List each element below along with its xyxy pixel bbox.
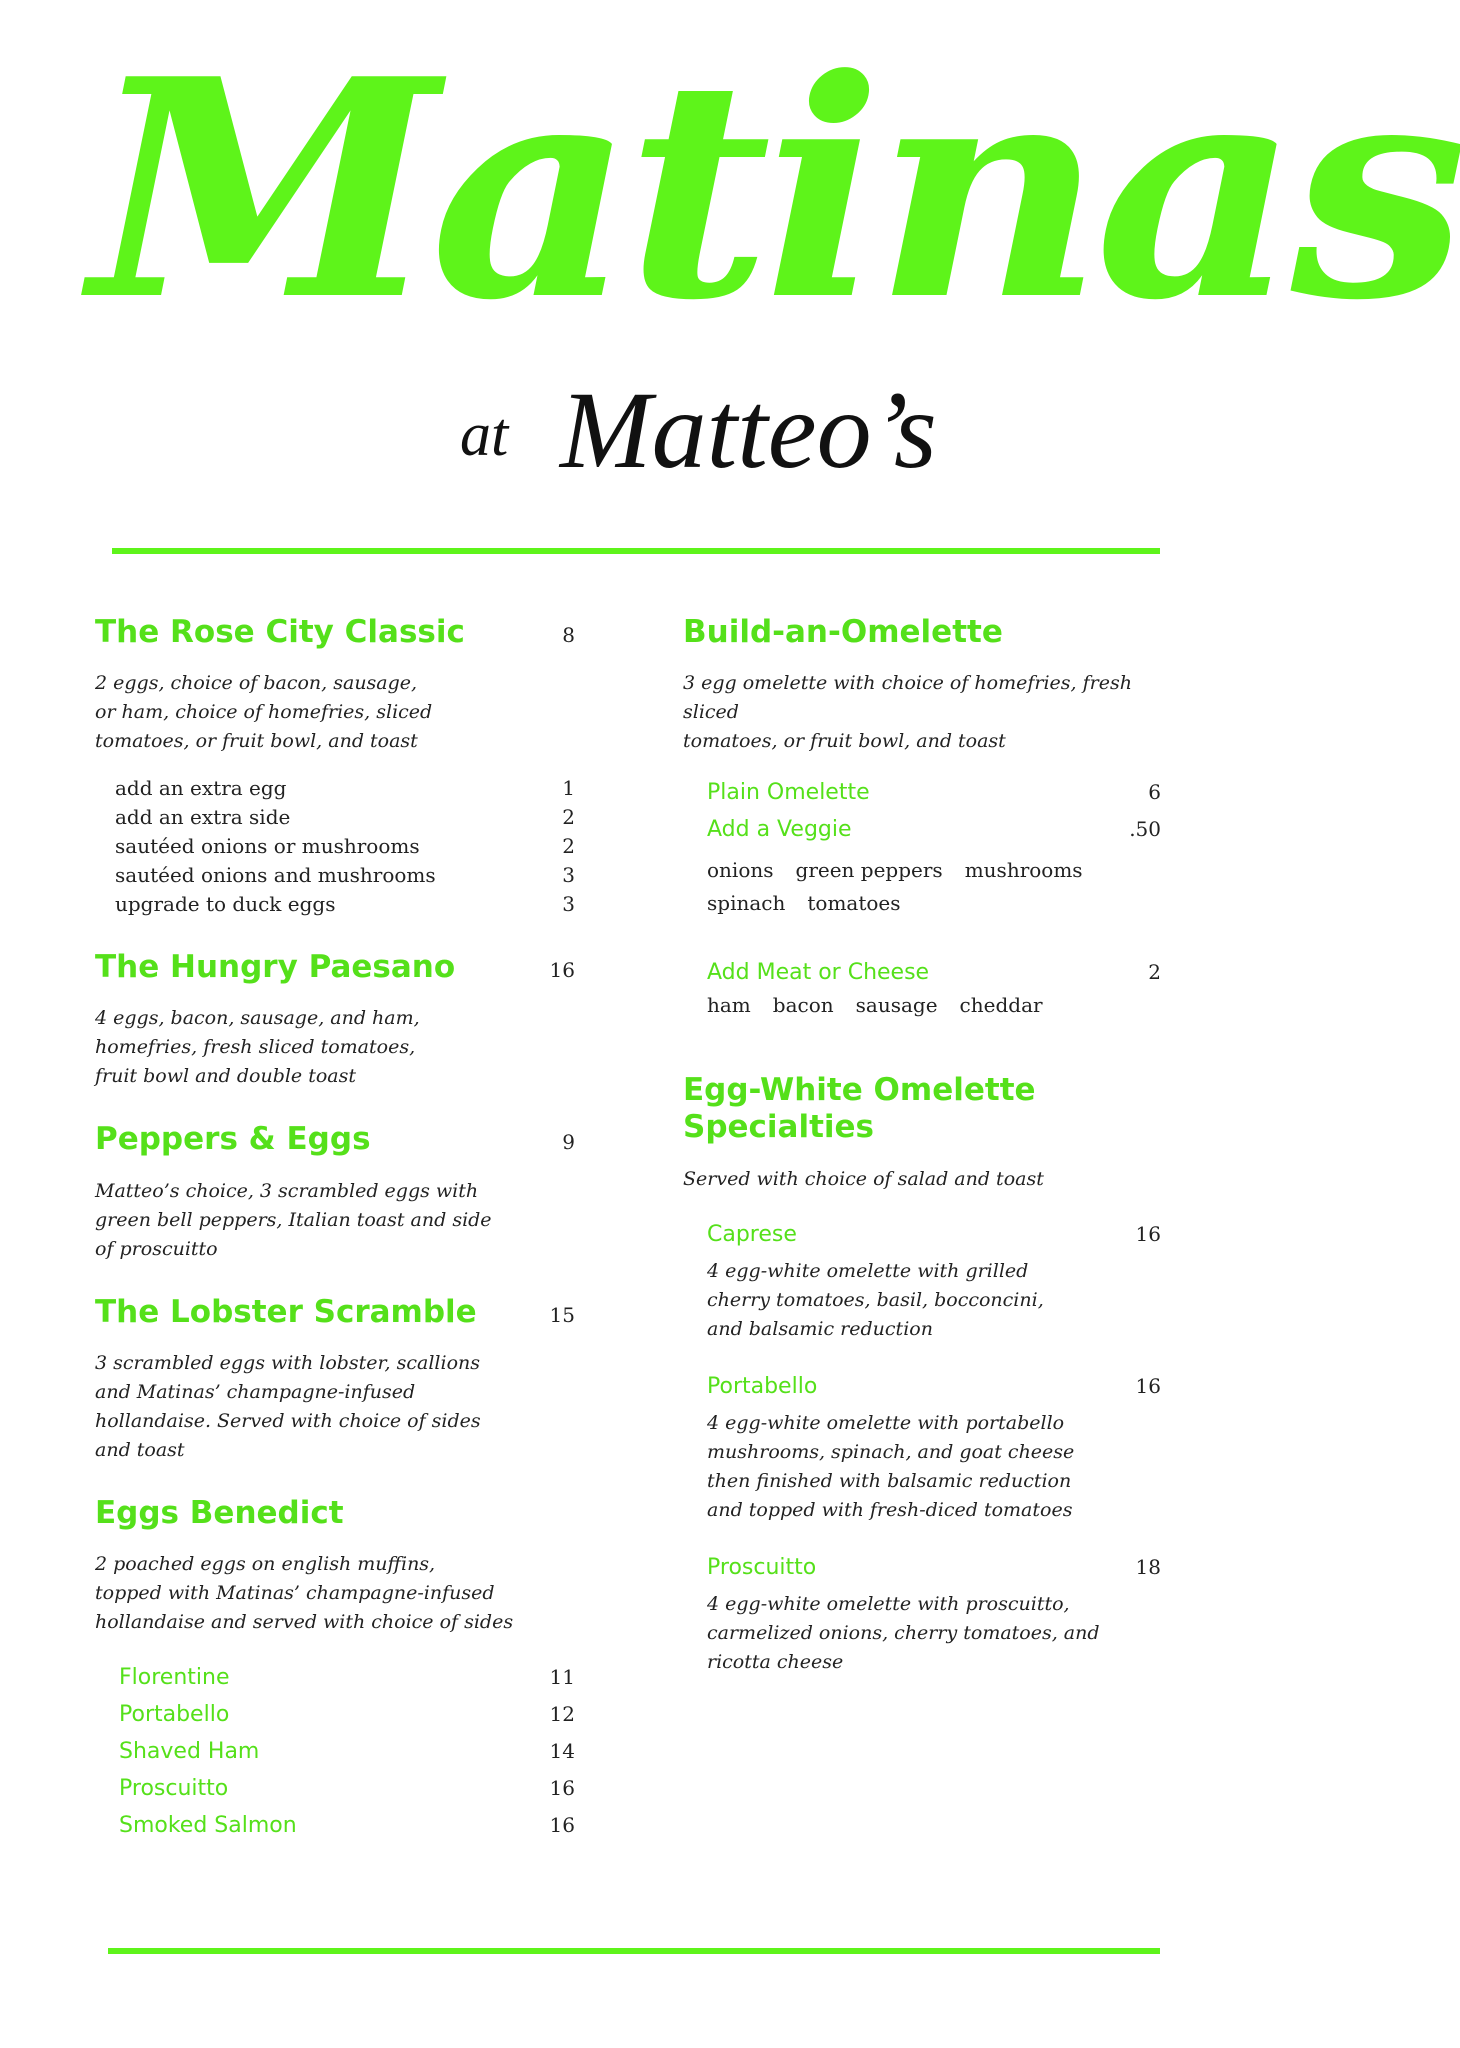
menu-section-lobster (95, 1294, 575, 1465)
item-price: 16 (1135, 1221, 1161, 1246)
brand-at: at (460, 401, 509, 469)
menu-section-benedict (95, 1495, 575, 1838)
section-description: Matteo’s choice, 3 scrambled eggs with green bell peppers, Italian toast and side of proscuitto (95, 1179, 492, 1260)
section-title: Peppers & Eggs (95, 1121, 371, 1158)
omelette-veggie: Add a Veggie .50 (707, 817, 1161, 843)
meat-list (707, 989, 1161, 1022)
item-description: 4 egg-white omelette with portabello mushrooms, spinach, and goat cheese then finished with balsamic reduction and topped with fresh-diced tomatoes (707, 1411, 1075, 1521)
addon-list (115, 774, 575, 919)
section-title: The Lobster Scramble (95, 1293, 477, 1330)
section-price: 15 (549, 1302, 575, 1327)
meat-option: ham (707, 993, 751, 1018)
section-description: 2 eggs, choice of bacon, sausage, or ham, choice of homefries, sliced tomatoes, or fruit bowl, and toast (95, 672, 433, 753)
section-price: 8 (562, 623, 575, 647)
top-divider (112, 548, 1160, 554)
menu-section-peppers (95, 1121, 575, 1263)
veggie-option: spinach (707, 891, 786, 916)
item-price: 16 (1135, 1373, 1161, 1398)
omelette-meat: Add Meat or Cheese 2 (707, 960, 1161, 986)
benedict-option: Proscuitto 16 (119, 1775, 575, 1801)
item-title: Proscuitto (707, 1554, 817, 1580)
section-title: Egg-White Omelette Specialties (683, 1072, 1036, 1146)
section-description: 2 poached eggs on english muffins, topped with Matinas’ champagne-infused hollandaise and served with choice of sides (95, 1552, 514, 1633)
eggwhite-item (707, 1555, 1161, 1677)
bottom-divider (108, 1948, 1160, 1954)
benedict-option: Portabello 12 (119, 1701, 575, 1727)
left-column (95, 614, 575, 1868)
section-title: The Rose City Classic (95, 614, 465, 650)
right-column (683, 614, 1161, 1707)
eggwhite-item (707, 1222, 1161, 1344)
veggie-option: onions (707, 858, 774, 883)
eggwhite-item (707, 1374, 1161, 1525)
addon-item: sautéed onions or mushrooms 2 (115, 834, 575, 859)
veggie-option: green peppers (795, 858, 943, 883)
meat-option: sausage (855, 993, 938, 1018)
item-price: 18 (1135, 1554, 1161, 1579)
brand-venue: Matteo’s (560, 369, 937, 491)
item-description: 4 egg-white omelette with grilled cherry tomatoes, basil, bocconcini, and balsamic reduction (707, 1259, 1044, 1340)
menu-section-rose-city (95, 614, 575, 919)
section-price: 16 (549, 958, 575, 983)
menu-section-omelette (683, 614, 1161, 1022)
logo (90, 13, 1460, 491)
item-title: Portabello (707, 1373, 818, 1399)
item-description: 4 egg-white omelette with proscuitto, carmelized onions, cherry tomatoes, and ricotta cheese (707, 1592, 1100, 1673)
addon-item: add an extra egg 1 (115, 776, 575, 801)
section-title: The Hungry Paesano (95, 949, 456, 986)
section-price: 9 (562, 1130, 575, 1155)
addon-item: upgrade to duck eggs 3 (115, 892, 575, 917)
omelette-options (707, 780, 1161, 1022)
section-description: 3 scrambled eggs with lobster, scallions and Matinas’ champagne-infused hollandaise. Served with choice of sides and toast (95, 1351, 481, 1461)
brand-name: Matinas (90, 13, 1460, 366)
section-description: 3 egg omelette with choice of homefries, fresh sliced tomatoes, or fruit bowl, and toast (683, 672, 1132, 753)
addon-item: add an extra side 2 (115, 805, 575, 830)
menu-section-paesano (95, 949, 575, 1091)
meat-option: bacon (772, 993, 834, 1018)
veggie-list (707, 854, 1161, 920)
menu-section-eggwhite (683, 1072, 1161, 1676)
section-description: 4 eggs, bacon, sausage, and ham, homefries, fresh sliced tomatoes, fruit bowl and double toast (95, 1007, 420, 1088)
benedict-options (119, 1665, 575, 1838)
omelette-plain: Plain Omelette 6 (707, 780, 1161, 806)
benedict-option: Shaved Ham 14 (119, 1738, 575, 1764)
benedict-option: Smoked Salmon 16 (119, 1812, 575, 1838)
benedict-option: Florentine 11 (119, 1664, 575, 1690)
section-description: Served with choice of salad and toast (683, 1167, 1044, 1190)
veggie-option: tomatoes (807, 891, 901, 916)
addon-item: sautéed onions and mushrooms 3 (115, 863, 575, 888)
meat-option: cheddar (959, 993, 1043, 1018)
item-title: Caprese (707, 1221, 797, 1247)
section-title: Eggs Benedict (95, 1494, 344, 1531)
section-title: Build-an-Omelette (683, 614, 1003, 650)
veggie-option: mushrooms (964, 858, 1083, 883)
